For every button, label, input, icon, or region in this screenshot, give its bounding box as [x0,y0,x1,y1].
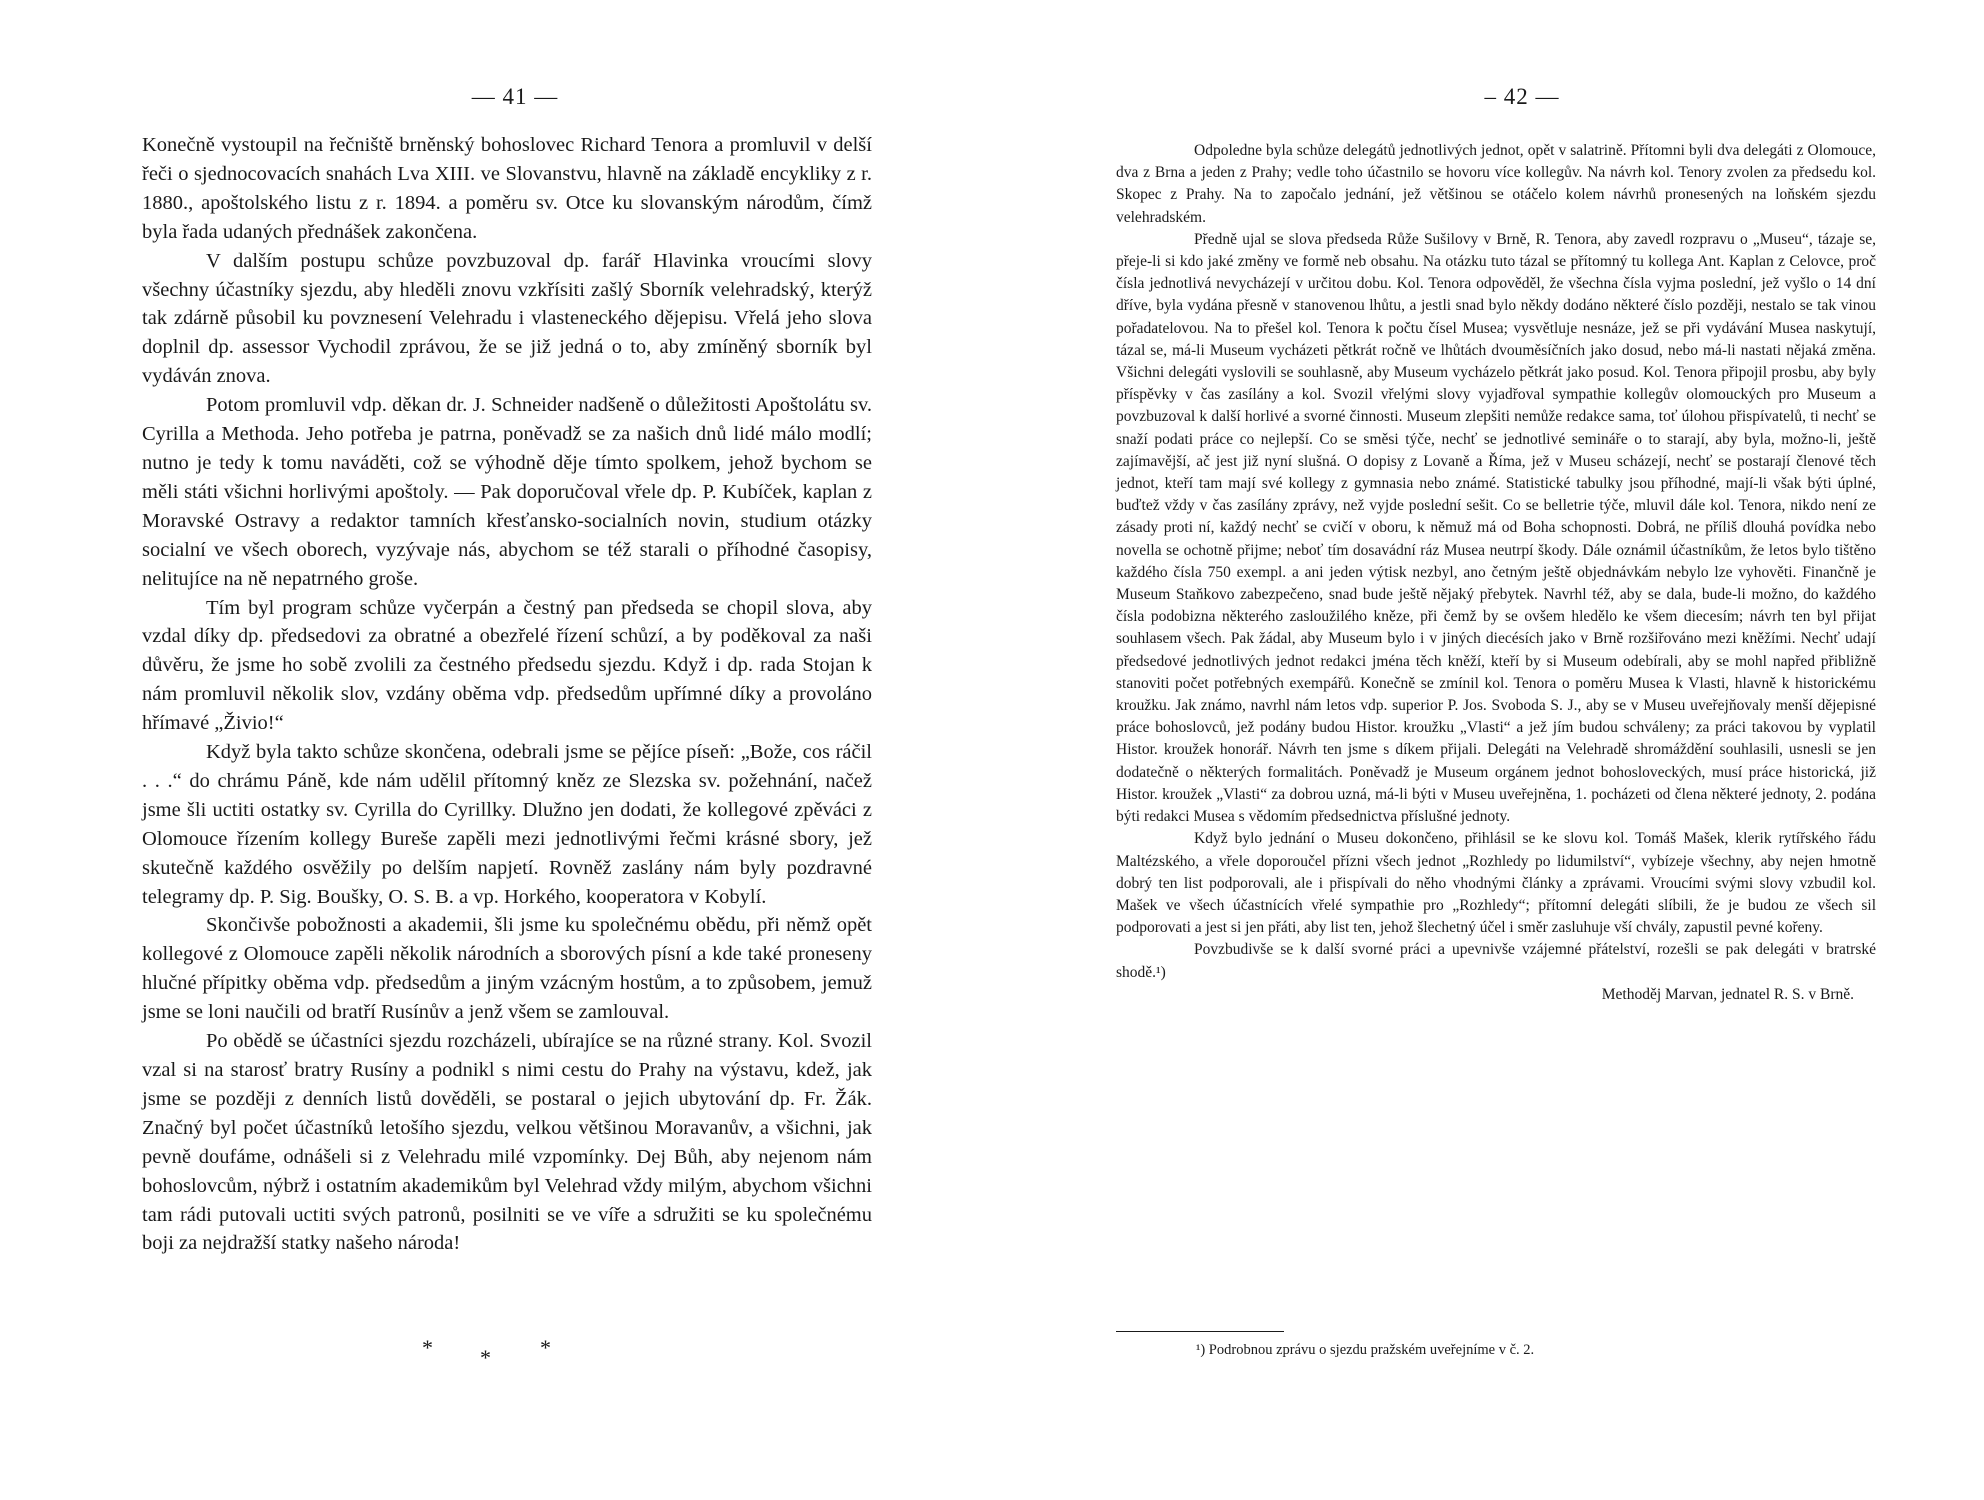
paragraph: Předně ujal se slova předseda Růže Sušilovy v Brně, R. Tenora, aby zavedl rozpravu o „Museu“, tázaje se, přeje-li si kdo jaké změny ve formě neb obsahu. Na otázku tuto tázal se přítomný tu kollega Ant. Kaplan z Celovce, proč čísla jednotlivá nevycházejí v určitou dobu. Kol. Tenora odpověděl, že všechna čísla vyjma poslední, jež vyšlo o 14 dní dříve, byla vydána přesně v stanovenou lhůtu, a jestli snad bylo někdy dodáno některé číslo později, nestalo se tak vinou pořadatelovou. Na to přešel kol. Tenora k počtu čísel Musea; vysvětluje nesnáze, jež se při vydávání Musea naskytují, tázal se, má-li Museum vycházeti pětkrát ročně ve lhůtách dvouměsíčních jako dosud, nebo má-li nastati nějaká změna. Všichni delegáti vyslovili se souhlasně, aby Museum vycházelo pětkrát jako posud. Kol. Tenora připojil prosbu, aby byly příspěvky v čas zasílány a kol. Svozil vřelými slovy vyjadřoval sympathie kollegův olomouckých pro Museum a povzbuzoval k další horlivé a svorné činnosti. Museum zlepšiti nemůže redakce sama, toť úlohou přispívatelů, ti nechť se snaží podati práce co nejlepší. Co se směsi týče, nechť se jednotlivé semináře o to starají, aby byla, možno-li, ještě zajímavější, ač jest již nyní slušná. O dopisy z Lovaně a Říma, jež v Museu scházejí, nechť se postarají členové těch jednot, kteří tam mají své kollegy z gymnasia nebo známé. Statistické tabulky jsou příhodné, mají-li však býti úplné, buďtež vždy v čas zasílány zprávy, než vyjde poslední sešit. Co se belletrie týče, mluvil dále kol. Tenora, nikdo není ze zásady proti ní, každý nechť se cvičí v oboru, k němuž má od Boha schopnosti. Dobrá, ne příliš dlouhá povídka nebo novella se ochotně přijme; neboť tím dosavádní ráz Musea neutrpí škody. Dále oznámil účastníkům, že letos bylo tištěno každého čísla 750 exempl. a ani jeden výtisk nezbyl, ano četným ještě objednávkám nebylo lze vyhověti. Finančně je Museum Staňkovo zabezpečeno, snad bude ještě nějaký přebytek. Navrhl též, aby se dala, bude-li možno, do každého čísla podobizna některého zasloužilého kněze, při čemž by se ovšem hledělo ke všem diecesím; návrh ten byl přijat souhlasem všech. Pak žádal, aby Museum bylo i v jiných diecésích jako v Brně rozšiřováno mezi kněžími. Nechť udají předsedové jednotlivých jednot redakci jména těch kněží, kteří by si Museum odebírali, aby se mohl napřed přibližně stanoviti počet potřebných exempářů. Konečně se zmínil kol. Tenora o poměru Musea k Vlasti, hlavně k historickému kroužku. Jak známo, navrhl nám letos vdp. superior P. Jos. Svoboda S. J., aby se v Museu uveřejňovaly menší dějepisné práce bohoslovců, jež podány budou Histor. kroužku „Vlasti“ a jež jím budou schváleny; za práci takovou by vyplatil Histor. kroužek honorář. Návrh ten jsme s díkem přijali. Delegáti na Velehradě shromáždění souhlasili, usnesli se jen dodatečně o některých formalitách. Poněvadž je Museum orgánem jednot bohosloveckých, musí práce historická, již Histor. kroužek „Vlasti“ za dobrou uzná, má-li býti v Museu uveřejněna, 1. pocházeti od člena některé jednoty, 2. podána býti redakci Musea s vědomím předsednictva příslušné jednoty. [1116,230,1876,826]
asterisk: * [422,1335,433,1360]
page-text [142,131,872,1258]
paragraph: Když byla takto schůze skončena, odebrali jsme se pějíce píseň: „Bože, cos ráčil . . .“ do chrámu Páně, kde nám udělil přítomný kněz ze Slezska sv. požehnání, načež jsme šli uctiti ostatky sv. Cyrilla do Cyrillky. Dlužno jen dodati, že kollegové zpěváci z Olomouce řízením kollegy Bureše zapěli mezi jednotlivými řečmi krásné sbory, jež skutečně každého osvěžily po delším napjetí. Rovněž zaslány nám byly pozdravné telegramy dp. P. Sig. Boušky, O. S. B. a vp. Horkého, kooperatora v Kobylí. [142,741,872,908]
page-text [1116,140,1876,1006]
paragraph: Skončivše pobožnosti a akademii, šli jsme ku společnému obědu, při němž opět kollegové z Olomouce zapěli několik národních a sborových písní a kde také proneseny hlučné přípitky oběma vdp. předsedům a jiným vzácným hostům, a to způsobem, jemuž jsme se loni naučili od bratří Rusínův a jenž všem se zamlouval. [142,914,872,1024]
paragraph: Povzbudivše se k další svorné práci a upevnivše vzájemné přátelství, rozešli se pak delegáti v bratrské shodě.¹) [1116,941,1876,981]
page-number: – 42 — [1484,84,1560,109]
paragraph: Když bylo jednání o Museu dokončeno, přihlásil se ke slovu kol. Tomáš Mašek, klerik rytířského řádu Maltézského, a vřele doporoučel přízni všech jednot „Rozhledy po lidumilství“, vybízeje všechny, aby nejen hmotně dobrý ten list podporovali, ale i přispívali do něho vhodnými články a zprávami. Vroucími svými slovy vzbudil kol. Mašek ve všech účastnících vřelé sympathie pro „Rozhledy“; přítomní delegáti slíbili, že je budou ze všech sil podporovati a jest si jen přáti, aby list ten, jehož šlechetný účel i směr zasluhuje vší chvály, zapustil pevné kořeny. [1116,830,1876,937]
paragraph: Potom promluvil vdp. děkan dr. J. Schneider nadšeně o důležitosti Apoštolátu sv. Cyrilla a Methoda. Jeho potřeba je patrna, poněvadž se za našich dnů lidé málo modlí; nutno je tedy k tomu naváděti, což se výhodně děje tímto spolkem, jehož bychom se měli státi všichni horlivými apoštoly. — Pak doporučoval vřele dp. P. Kubíček, kaplan z Moravské Ostravy a redaktor tamních křesťansko-socialních novin, studium otázky socialní ve všech oborech, vyzývaje nás, abychom se též starali o příhodné časopisy, nelitujíce na ně nepatrného groše. [142,394,872,590]
signature: Methoděj Marvan, jednatel R. S. v Brně. [1601,985,1854,1003]
paragraph: Odpoledne byla schůze delegátů jednotlivých jednot, opět v salatrině. Přítomni byli dva delegáti z Olomouce, dva z Brna a jeden z Prahy; vedle toho účastnilo se hovoru více kollegův. Na návrh kol. Tenory zvolen za předsedu kol. Skopec z Prahy. Na to započalo jednání, jež většinou se otáčelo kolem návrhů pronesených na loňském sjezdu velehradském. [1116,142,1876,226]
paragraph: Po obědě se účastníci sjezdu rozcházeli, ubírajíce se na různé strany. Kol. Svozil vzal si na starosť bratry Rusíny a podnikl s nimi cestu do Prahy na výstavu, kdež, jak jsme se později z denních listů dověděli, se postaral o jejich ubytování dp. Fr. Žák. Značný byl počet účastníků letošího sjezdu, velkou většinou Moravanův, a všichni, jak pevně doufáme, odnášeli si z Velehradu milé vzpomínky. Dej Bůh, aby nejenom nám bohoslovcům, nýbrž i ostatním akademikům byl Velehrad vždy milým, abychom všichni tam rádi putovali uctiti svých patronů, posilniti se ve víře a sdružiti se ku společnému boji za nejdražší statky našeho národa! [142,1030,872,1255]
paragraph: V dalším postupu schůze povzbuzoval dp. farář Hlavinka vroucími slovy všechny účastníky sjezdu, aby hleděli znovu vzkřísiti zašlý Sborník velehradský, kterýž tak zdárně působil ku povznesení Velehradu i vlasteneckého dějepisu. Vřelá jeho slova doplnil dp. assessor Vychodil zprávou, že se již jedná o to, aby zmíněný sborník byl vydáván znova. [142,249,872,388]
section-separator [422,1335,592,1375]
paragraph: Tím byl program schůze vyčerpán a čestný pan předseda se chopil slova, aby vzdal díky dp. předsedovi za obratné a obezřelé řízení schůzí, a by poděkoval za naši důvěru, že jsme ho sobě zvolili za čestného předsedu sjezdu. Když i dp. rada Stojan k nám promluvil několik slov, vzdány oběma vdp. předsedům upřímné díky a provoláno hřímavé „Živio!“ [142,596,872,735]
asterisk: * [480,1345,491,1370]
paragraph: Konečně vystoupil na řečniště brněnský bohoslovec Richard Tenora a promluvil v delší řeči o sjednocovacích snahách Lva XIII. ve Slovanstvu, hlavně na základě encykliky z r. 1880., apoštolského listu z r. 1894. a poměru sv. Otce ku slovanským národům, čímž byla řada udaných přednášek zakončena. [142,134,872,243]
footnote: ¹) Podrobnou zprávu o sjezdu pražském uveřejníme v č. 2. [1196,1342,1535,1358]
page-number: — 41 — [471,84,559,109]
footnote-divider [1116,1331,1284,1332]
asterisk: * [540,1335,551,1360]
